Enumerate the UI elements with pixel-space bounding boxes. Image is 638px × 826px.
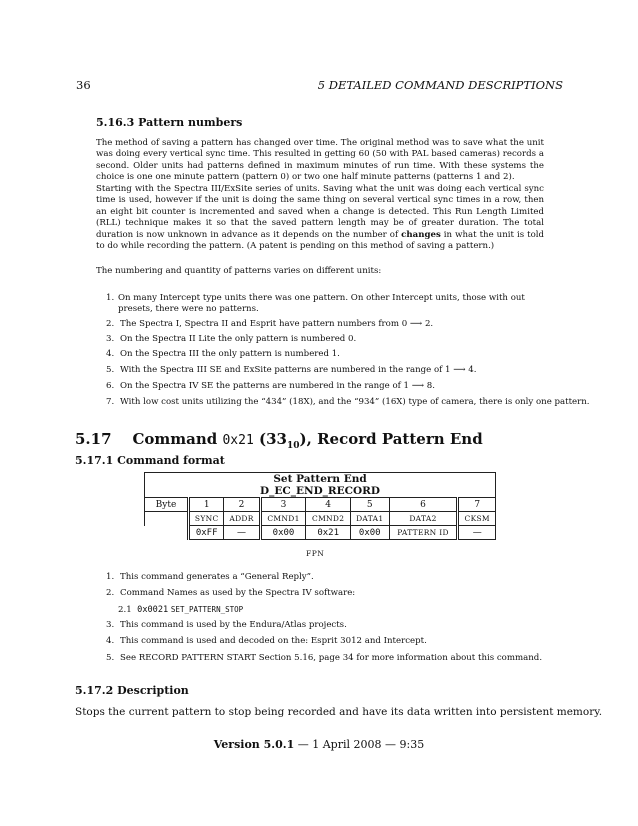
table-subtitle: D_EC_END_RECORD — [145, 485, 496, 498]
list-item: 2. The Spectra I, Spectra II and Esprit have pattern numbers from 0 ⟶ 2. — [106, 319, 434, 329]
table-row: 0xFF — 0x00 0x21 0x00 PATTERN ID — — [145, 526, 496, 540]
list-item: 6. On the Spectra IV SE the patterns are numbered in the range of 1 ⟶ 8. — [106, 381, 435, 391]
note-item: 3. This command is used by the Endura/Atlas projects. — [106, 620, 347, 630]
list-item: 4. On the Spectra III the only pattern is numbered 1. — [106, 349, 340, 359]
table-row: SYNC ADDR CMND1 CMND2 DATA1 DATA2 CKSM — [145, 512, 496, 526]
subsection-title-5-16-3: 5.16.3 Pattern numbers — [96, 116, 243, 129]
description-text: Stops the current pattern to stop being recorded and have its data written into persistent memory. — [75, 706, 603, 718]
section-title-5-17: 5.17 Command 0x21 $(33_{10})$, Record Pattern End — [75, 430, 483, 451]
note-item: 5. See RECORD PATTERN START Section 5.16, page 34 for more information about this command. — [106, 653, 543, 663]
note-item: 1. This command generates a “General Reply”. — [106, 572, 314, 582]
command-format-table — [144, 472, 496, 540]
fpn-label: FPN — [306, 549, 325, 558]
paragraph-2: Starting with the Spectra III/ExSite series of units. Saving what the unit was doing each vertical sync time is used, however if the unit is doing the same thing on several vertical sync times in a row, then an eight bit counter is incremented and saved when a change is detected. This Run Length Limited (RLL) technique makes it so that the saved pattern length may be of greater duration. The total duration is now unknown in advance as it depends on the number of changes in what the unit is told to do while recording the pattern. (A patent is pending on this method of saving a pattern.) — [96, 184, 545, 252]
subsection-title-5-17-2: 5.17.2 Description — [75, 684, 189, 697]
table-row: Byte 1 2 3 4 5 6 7 — [145, 498, 496, 512]
list-item: 3. On the Spectra II Lite the only pattern is numbered 0. — [106, 334, 357, 344]
list-item: 5. With the Spectra III SE and ExSite patterns are numbered in the range of 1 ⟶ 4. — [106, 365, 477, 375]
page-footer: Version 5.0.1 — 1 April 2008 — 9:35 — [213, 738, 425, 751]
list-item: 7. With low cost units utilizing the “434” (18X), and the “934” (16X) type of camera, there is only one pattern. — [106, 397, 590, 407]
note-item: 4. This command is used and decoded on the: Esprit 3012 and Intercept. — [106, 636, 427, 646]
list-item: 1. On many Intercept type units there was one pattern. On other Intercept units, those with out presets, there were no patterns. — [106, 293, 525, 315]
subsection-title-5-17-1: 5.17.1 Command format — [75, 454, 225, 467]
sub-note-item: 2.1 0x0021 SET_PATTERN_STOP — [118, 605, 244, 615]
page-number: 36 — [76, 78, 91, 92]
note-item: 2. Command Names as used by the Spectra IV software: — [106, 588, 356, 598]
table-title: Set Pattern End — [145, 473, 496, 486]
paragraph-3: The numbering and quantity of patterns varies on different units: — [96, 266, 382, 276]
paragraph-1: The method of saving a pattern has changed over time. The original method was to save what the unit was doing every vertical sync time. This resulted in getting 60 (50 with PAL based cameras) records a second. Older units had patterns defined in maximum minutes of run time. With these systems the choice is one one minute pattern (pattern 0) or two one half minute patterns (patterns 1 and 2). — [96, 138, 544, 183]
bold-changes: changes — [401, 229, 441, 240]
running-header: 5 DETAILED COMMAND DESCRIPTIONS — [317, 78, 563, 92]
